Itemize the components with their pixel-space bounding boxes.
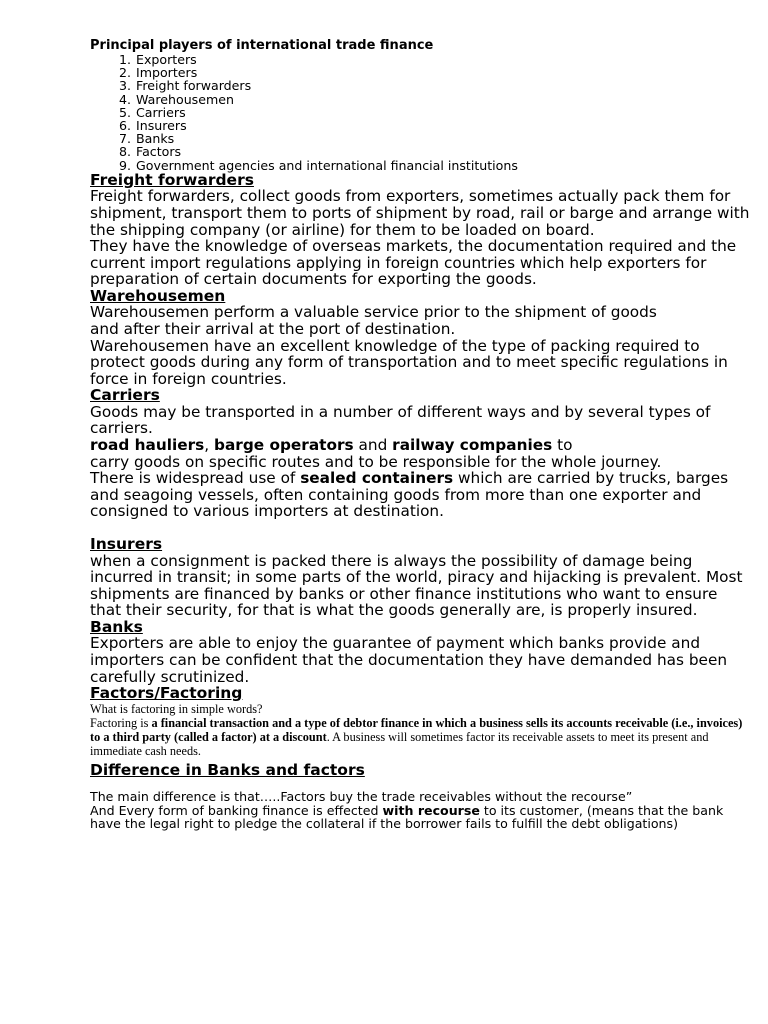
factors-answer bbox=[90, 716, 750, 758]
factoring-definition: a financial transaction and a type of debtor finance in which a business sells its accounts receivable (i.e., invoices) to a third party (called a factor) at a discount bbox=[90, 715, 743, 744]
warehouse-paragraph-2: and after their arrival at the port of destination. bbox=[90, 319, 456, 338]
carrier-type-road: road hauliers bbox=[90, 436, 205, 455]
list-item: 6. Insurers bbox=[135, 119, 768, 132]
factors-heading: Factors/Factoring bbox=[90, 684, 243, 703]
carrier-type-railway: railway companies bbox=[392, 436, 553, 455]
insurers-paragraph: when a consignment is packed there is always the possibility of damage being incurred in transit; in some parts of the world, piracy and hijacking is prevalent. Most shipments are financed by banks or other finance institutions who want to ensure that their security, for that is what the goods generally are, is properly insured. bbox=[90, 551, 743, 620]
carriers-paragraph-1: Goods may be transported in a number of different ways and by several types of carriers. bbox=[90, 402, 711, 438]
text-run: There is widespread use of bbox=[90, 469, 301, 488]
list-item: 9. Government agencies and international financial institutions bbox=[135, 159, 768, 172]
carriers-paragraph-3: carry goods on specific routes and to be responsible for the whole journey. bbox=[90, 452, 662, 471]
text-run: to bbox=[552, 436, 573, 455]
difference-paragraph-2 bbox=[90, 804, 730, 831]
list-item: 2. Importers bbox=[135, 66, 768, 79]
sealed-containers-term: sealed containers bbox=[300, 469, 454, 488]
carriers-heading: Carriers bbox=[90, 386, 160, 405]
freight-heading: Freight forwarders bbox=[90, 170, 254, 189]
freight-paragraph-2: They have the knowledge of overseas markets, the documentation required and the current import regulations applying in foreign countries which help exporters for preparation of certain documents for exporting the goods. bbox=[90, 237, 737, 289]
banks-heading: Banks bbox=[90, 617, 143, 636]
separator: , bbox=[204, 436, 214, 455]
document-title: Principal players of international trade finance bbox=[90, 38, 434, 53]
text-run: which are carried by trucks, barges and seagoing vessels, often containing goods from more than one exporter and consigned to various importers at destination. bbox=[90, 469, 729, 521]
list-item: 3. Freight forwarders bbox=[135, 79, 768, 92]
difference-heading: Difference in Banks and factors bbox=[90, 760, 365, 779]
factors-question: What is factoring in simple words? bbox=[90, 701, 263, 716]
carriers-paragraph-4 bbox=[90, 470, 750, 520]
text-run: . A business will sometimes factor its receivable assets to meet its present and immediate cash needs. bbox=[90, 729, 709, 758]
freight-paragraph-1: Freight forwarders, collect goods from exporters, sometimes actually pack them for shipment, transport them to ports of shipment by road, rail or barge and arrange with the shipping company (or airline) for them to be loaded on board. bbox=[90, 187, 750, 239]
list-item: 7. Banks bbox=[135, 132, 768, 145]
with-recourse-term: with recourse bbox=[382, 802, 480, 818]
insurers-heading: Insurers bbox=[90, 535, 163, 554]
list-item: 4. Warehousemen bbox=[135, 93, 768, 106]
warehouse-paragraph-1: Warehousemen perform a valuable service prior to the shipment of goods bbox=[90, 303, 657, 322]
carriers-paragraph-2 bbox=[90, 437, 750, 454]
warehouse-paragraph-3: Warehousemen have an excellent knowledge of the type of packing required to protect goods during any form of transportation and to meet specific regulations in force in foreign countries. bbox=[90, 336, 728, 388]
list-item: 5. Carriers bbox=[135, 106, 768, 119]
carrier-type-barge: barge operators bbox=[214, 436, 354, 455]
spacer bbox=[90, 520, 768, 536]
banks-paragraph: Exporters are able to enjoy the guarantee of payment which banks provide and importers can be confident that the documentation they have demanded has been carefully scrutinized. bbox=[90, 634, 728, 686]
separator: and bbox=[353, 436, 393, 455]
warehouse-heading: Warehousemen bbox=[90, 286, 226, 305]
list-item: 1. Exporters bbox=[135, 53, 768, 66]
text-run: And Every form of banking finance is effected bbox=[90, 802, 383, 818]
text-run: Factoring is bbox=[90, 715, 152, 730]
difference-paragraph-1: The main difference is that…..Factors buy the trade receivables without the recourse” bbox=[90, 789, 633, 805]
text-run: to its customer, (means that the bank have the legal right to pledge the collateral if the borrower fails to fulfill the debt obligations) bbox=[90, 802, 724, 831]
list-item: 8. Factors bbox=[135, 145, 768, 158]
players-list bbox=[90, 53, 768, 172]
